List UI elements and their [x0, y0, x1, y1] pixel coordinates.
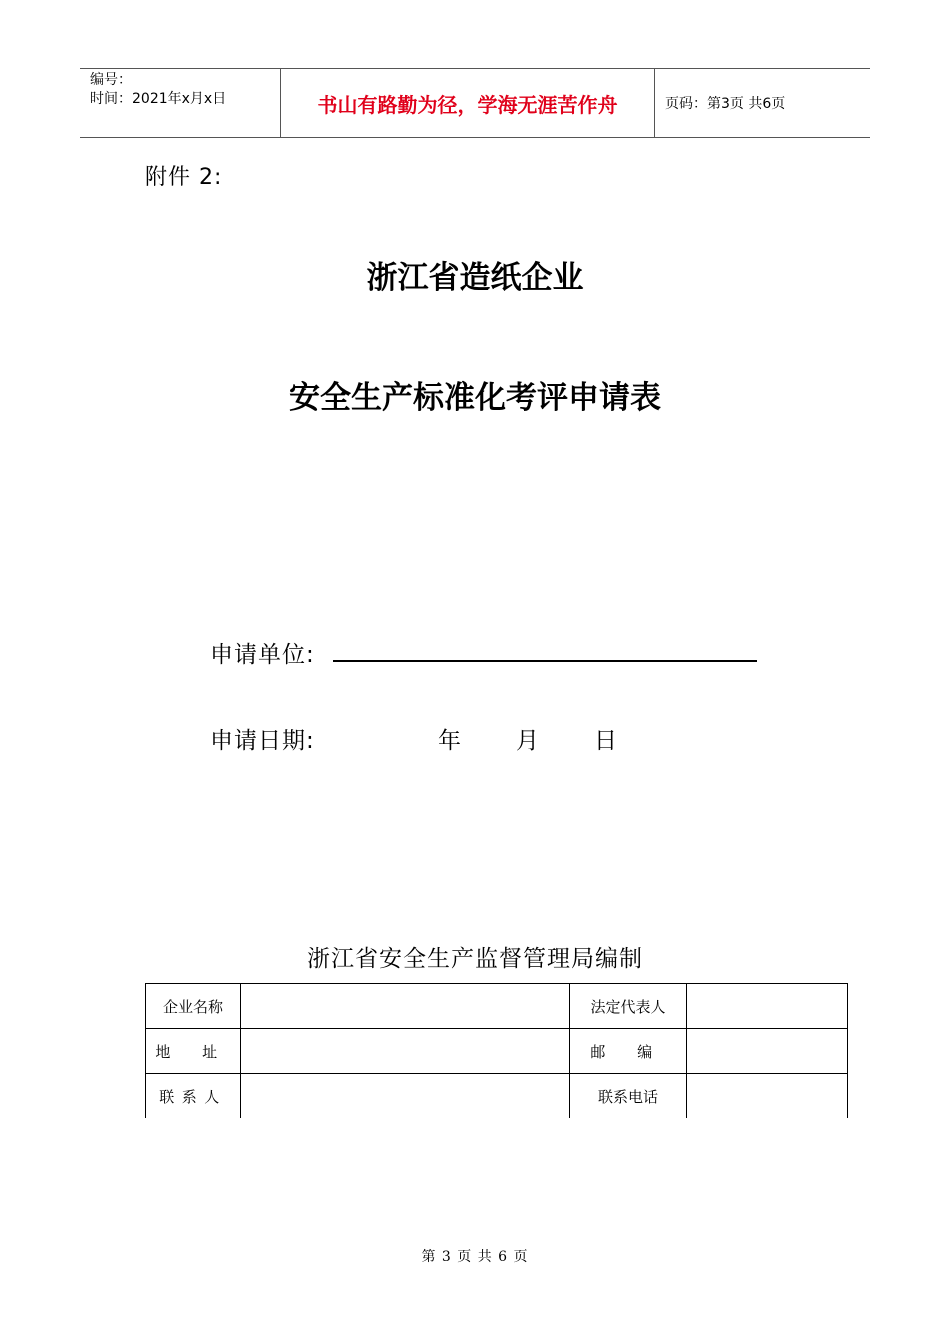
header-page-info: 页码：第3页 共6页	[665, 96, 786, 112]
compiler-credit: 浙江省安全生产监督管理局编制	[307, 946, 643, 972]
apply-unit-label: 申请单位:	[210, 642, 315, 668]
contact-phone-cell[interactable]	[687, 1074, 848, 1119]
contact-person-cell[interactable]	[241, 1074, 570, 1119]
contact-phone-label: 联系电话	[570, 1074, 687, 1119]
postcode-label: 邮 编	[570, 1029, 687, 1074]
page-footer: 第 3 页 共 6 页	[421, 1249, 529, 1265]
legal-rep-cell[interactable]	[687, 984, 848, 1029]
date-year-label: 年	[438, 728, 461, 754]
table-row	[146, 1074, 848, 1119]
document-title-line1: 浙江省造纸企业	[366, 260, 584, 296]
table-row	[146, 1029, 848, 1074]
document-title-line2: 安全生产标准化考评申请表	[289, 380, 661, 416]
serial-label: 编号：	[90, 72, 132, 88]
contact-person-label: 联系人	[146, 1074, 241, 1119]
date-month-label: 月	[516, 728, 539, 754]
header-meta	[80, 69, 281, 137]
address-label: 地 址	[146, 1029, 241, 1074]
apply-date-label: 申请日期:	[210, 728, 315, 754]
legal-rep-label: 法定代表人	[570, 984, 687, 1029]
table-row	[146, 984, 848, 1029]
postcode-cell[interactable]	[687, 1029, 848, 1074]
address-cell[interactable]	[241, 1029, 570, 1074]
company-name-cell[interactable]	[241, 984, 570, 1029]
apply-unit-blank-line[interactable]	[333, 660, 757, 662]
company-name-label: 企业名称	[146, 984, 241, 1029]
time-text: 时间：2021年x月x日	[90, 91, 227, 107]
annex-label: 附件 2:	[145, 165, 223, 190]
page-header	[80, 68, 870, 138]
date-day-label: 日	[594, 728, 617, 754]
company-info-table	[145, 983, 848, 1118]
header-motto: 书山有路勤为径，学海无涯苦作舟	[281, 69, 655, 137]
